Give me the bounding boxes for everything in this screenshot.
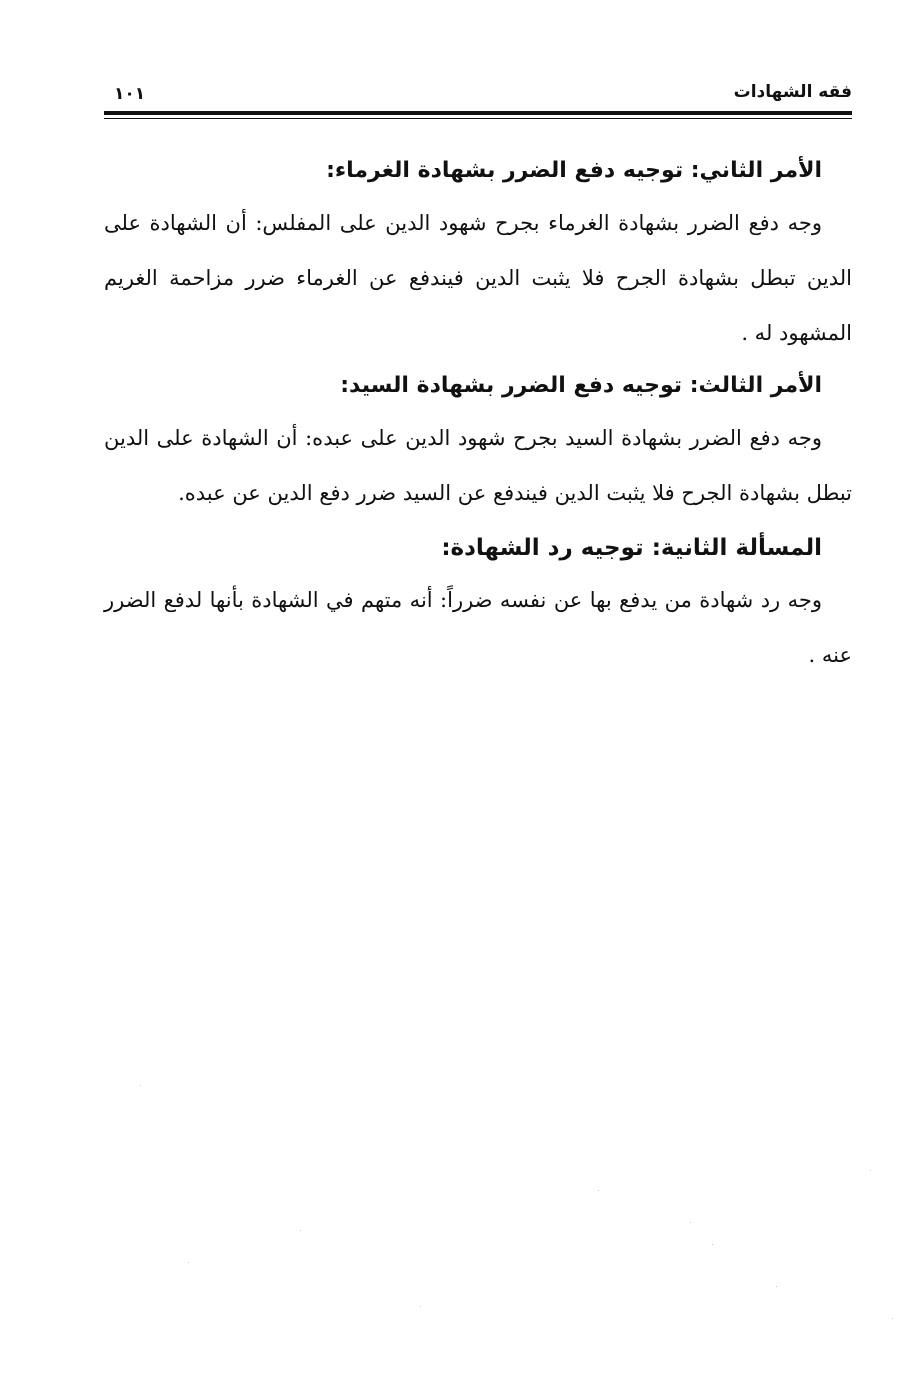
- header-rule-thin: [104, 118, 852, 119]
- scan-speck: [712, 1244, 713, 1245]
- issue-heading: المسألة الثانية: توجيه رد الشهادة:: [441, 535, 822, 561]
- scan-speck: [420, 1306, 421, 1307]
- section-heading: الأمر الثالث: توجيه دفع الضرر بشهادة السيد:: [340, 373, 822, 398]
- scan-speck: [188, 1262, 189, 1263]
- scan-speck: [870, 1170, 871, 1171]
- scan-speck: [690, 1222, 691, 1223]
- section-paragraph: وجه دفع الضرر بشهادة الغرماء بجرح شهود الدين على المفلس: أن الشهادة على الدين تبطل بشهادة الجرح فلا يثبت الدين فيندفع عن الغرماء ضرر مزاحمة الغريم المشهود له .: [104, 211, 852, 345]
- section-heading: الأمر الثاني: توجيه دفع الضرر بشهادة الغرماء:: [326, 158, 822, 183]
- scan-speck: [598, 1190, 599, 1191]
- section-paragraph: وجه دفع الضرر بشهادة السيد بجرح شهود الدين على عبده: أن الشهادة على الدين تبطل بشهادة الجرح فلا يثبت الدين فيندفع عن السيد ضرر دفع الدين عن عبده.: [104, 426, 852, 505]
- scan-speck: [892, 1318, 893, 1319]
- scan-speck: [300, 1230, 301, 1231]
- body-text: [104, 146, 852, 683]
- scan-speck: [140, 1085, 141, 1086]
- running-header: [104, 80, 852, 114]
- scan-speck: [776, 1286, 777, 1287]
- section-paragraph: وجه رد شهادة من يدفع بها عن نفسه ضرراً: أنه متهم في الشهادة بأنها لدفع الضرر عنه .: [104, 588, 852, 667]
- page-number: ١٠١: [114, 84, 146, 104]
- header-title: فقه الشهادات: [733, 82, 852, 102]
- header-rule-thick: [104, 111, 852, 115]
